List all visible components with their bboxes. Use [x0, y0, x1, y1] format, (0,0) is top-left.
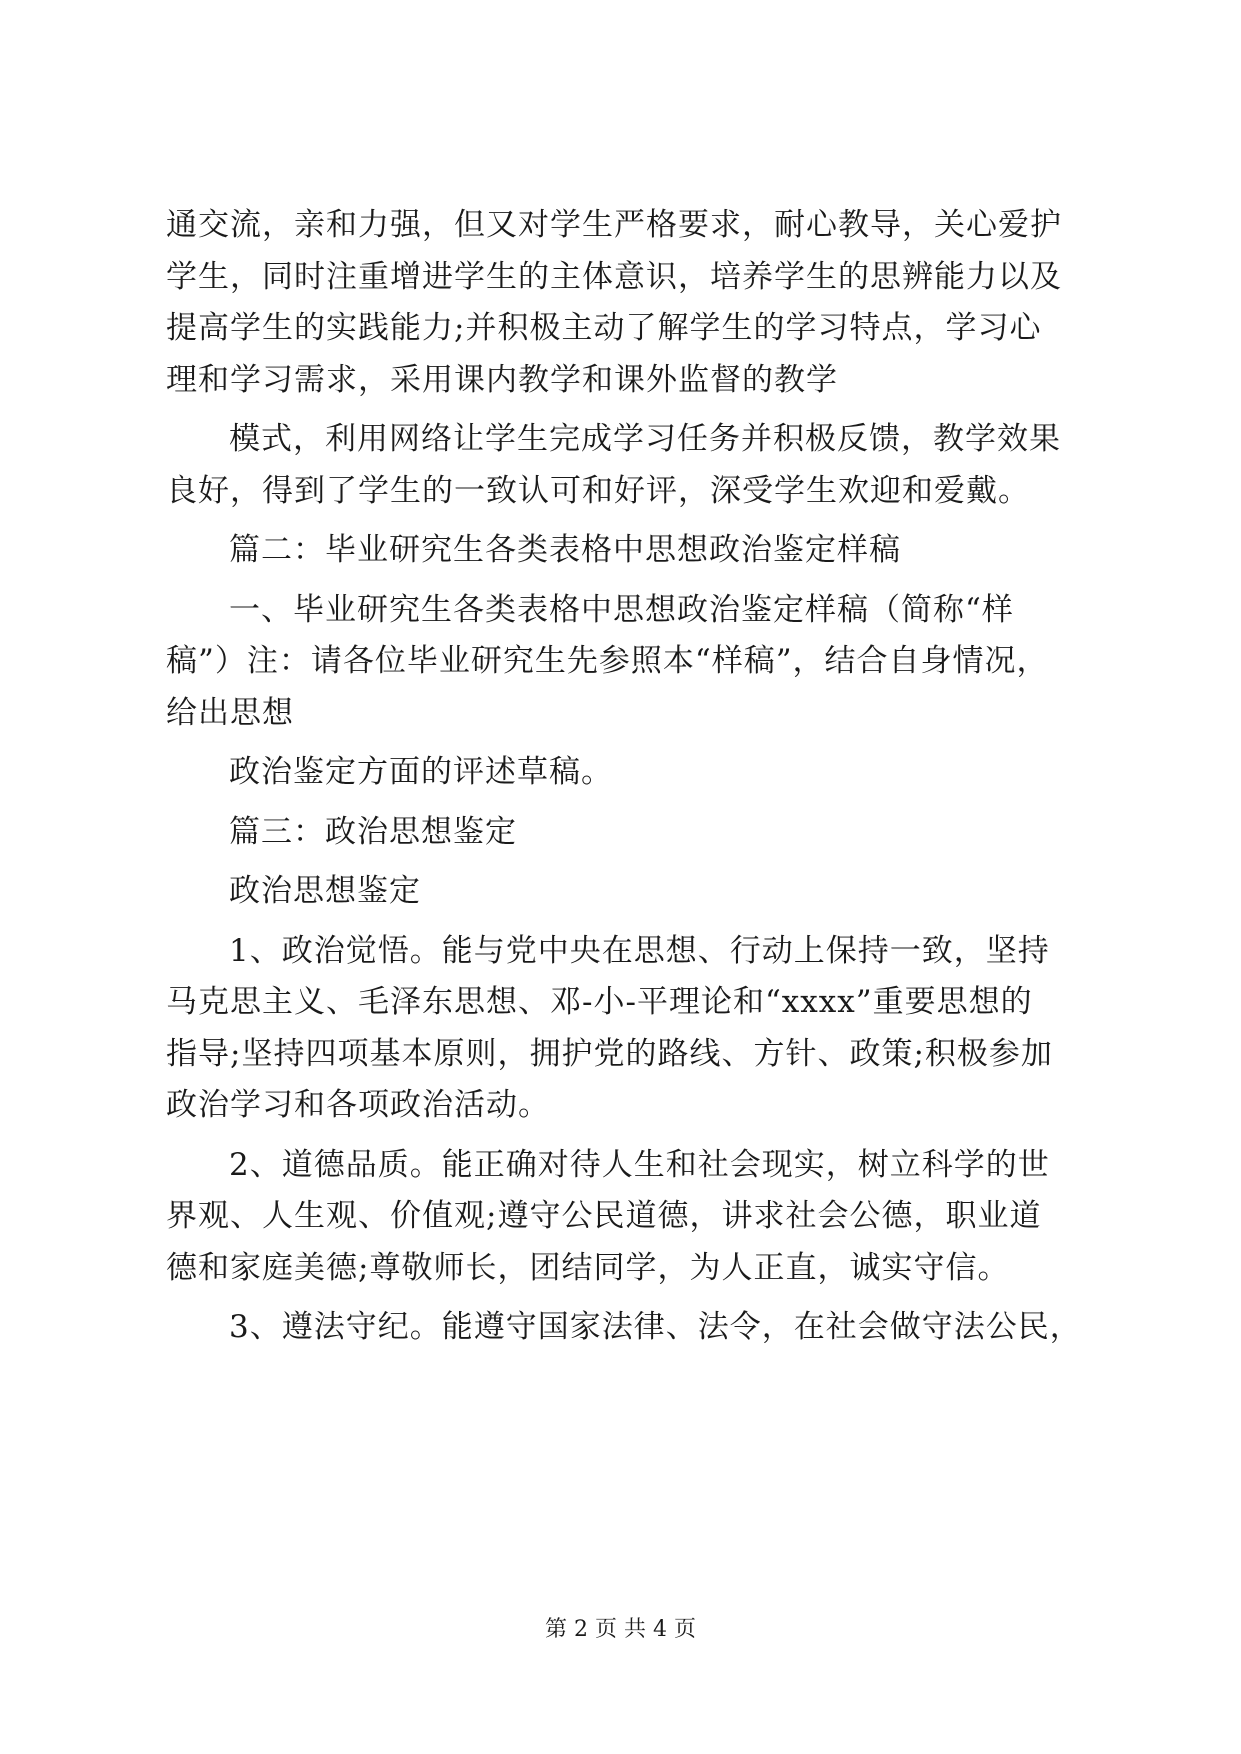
body-line: 理和学习需求，采用课内教学和课外监督的教学 — [166, 361, 838, 398]
page-number-footer: 第 2 页 共 4 页 — [545, 1617, 696, 1642]
body-line: 学生，同时注重增进学生的主体意识，培养学生的思辨能力以及 — [166, 258, 1062, 295]
body-line: 一、毕业研究生各类表格中思想政治鉴定样稿（简称“样 — [229, 591, 1014, 628]
body-line: 提高学生的实践能力;并积极主动了解学生的学习特点，学习心 — [166, 310, 1042, 346]
body-line: 马克思主义、毛泽东思想、邓-小-平理论和“xxxx”重要思想的 — [166, 984, 1033, 1020]
body-line: 政治学习和各项政治活动。 — [166, 1087, 550, 1123]
body-line: 稿”）注：请各位毕业研究生先参照本“样稿”，结合自身情况， — [166, 643, 1049, 679]
body-line: 模式，利用网络让学生完成学习任务并积极反馈，教学效果 — [229, 421, 1061, 457]
body-line: 通交流，亲和力强，但又对学生严格要求，耐心教导，关心爱护 — [166, 207, 1062, 243]
body-line: 1、政治觉悟。能与党中央在思想、行动上保持一致，坚持 — [229, 932, 1050, 969]
section-title: 政治思想鉴定 — [229, 873, 421, 909]
body-line: 3、遵法守纪。能遵守国家法律、法令，在社会做守法公民， — [229, 1309, 1082, 1345]
body-line: 政治鉴定方面的评述草稿。 — [229, 754, 613, 790]
section-heading: 篇三：政治思想鉴定 — [229, 813, 517, 850]
document-body — [166, 200, 1081, 1354]
body-line: 良好，得到了学生的一致认可和好评，深受学生欢迎和爱戴。 — [166, 472, 1030, 509]
body-line: 德和家庭美德;尊敬师长，团结同学，为人正直，诚实守信。 — [166, 1249, 1010, 1286]
body-line: 界观、人生观、价值观;遵守公民道德，讲求社会公德，职业道 — [166, 1198, 1042, 1234]
body-line: 指导;坚持四项基本原则，拥护党的路线、方针、政策;积极参加 — [166, 1035, 1053, 1072]
body-line: 给出思想 — [166, 694, 294, 731]
body-line: 2、道德品质。能正确对待人生和社会现实，树立科学的世 — [229, 1146, 1050, 1183]
section-heading: 篇二：毕业研究生各类表格中思想政治鉴定样稿 — [229, 532, 901, 568]
